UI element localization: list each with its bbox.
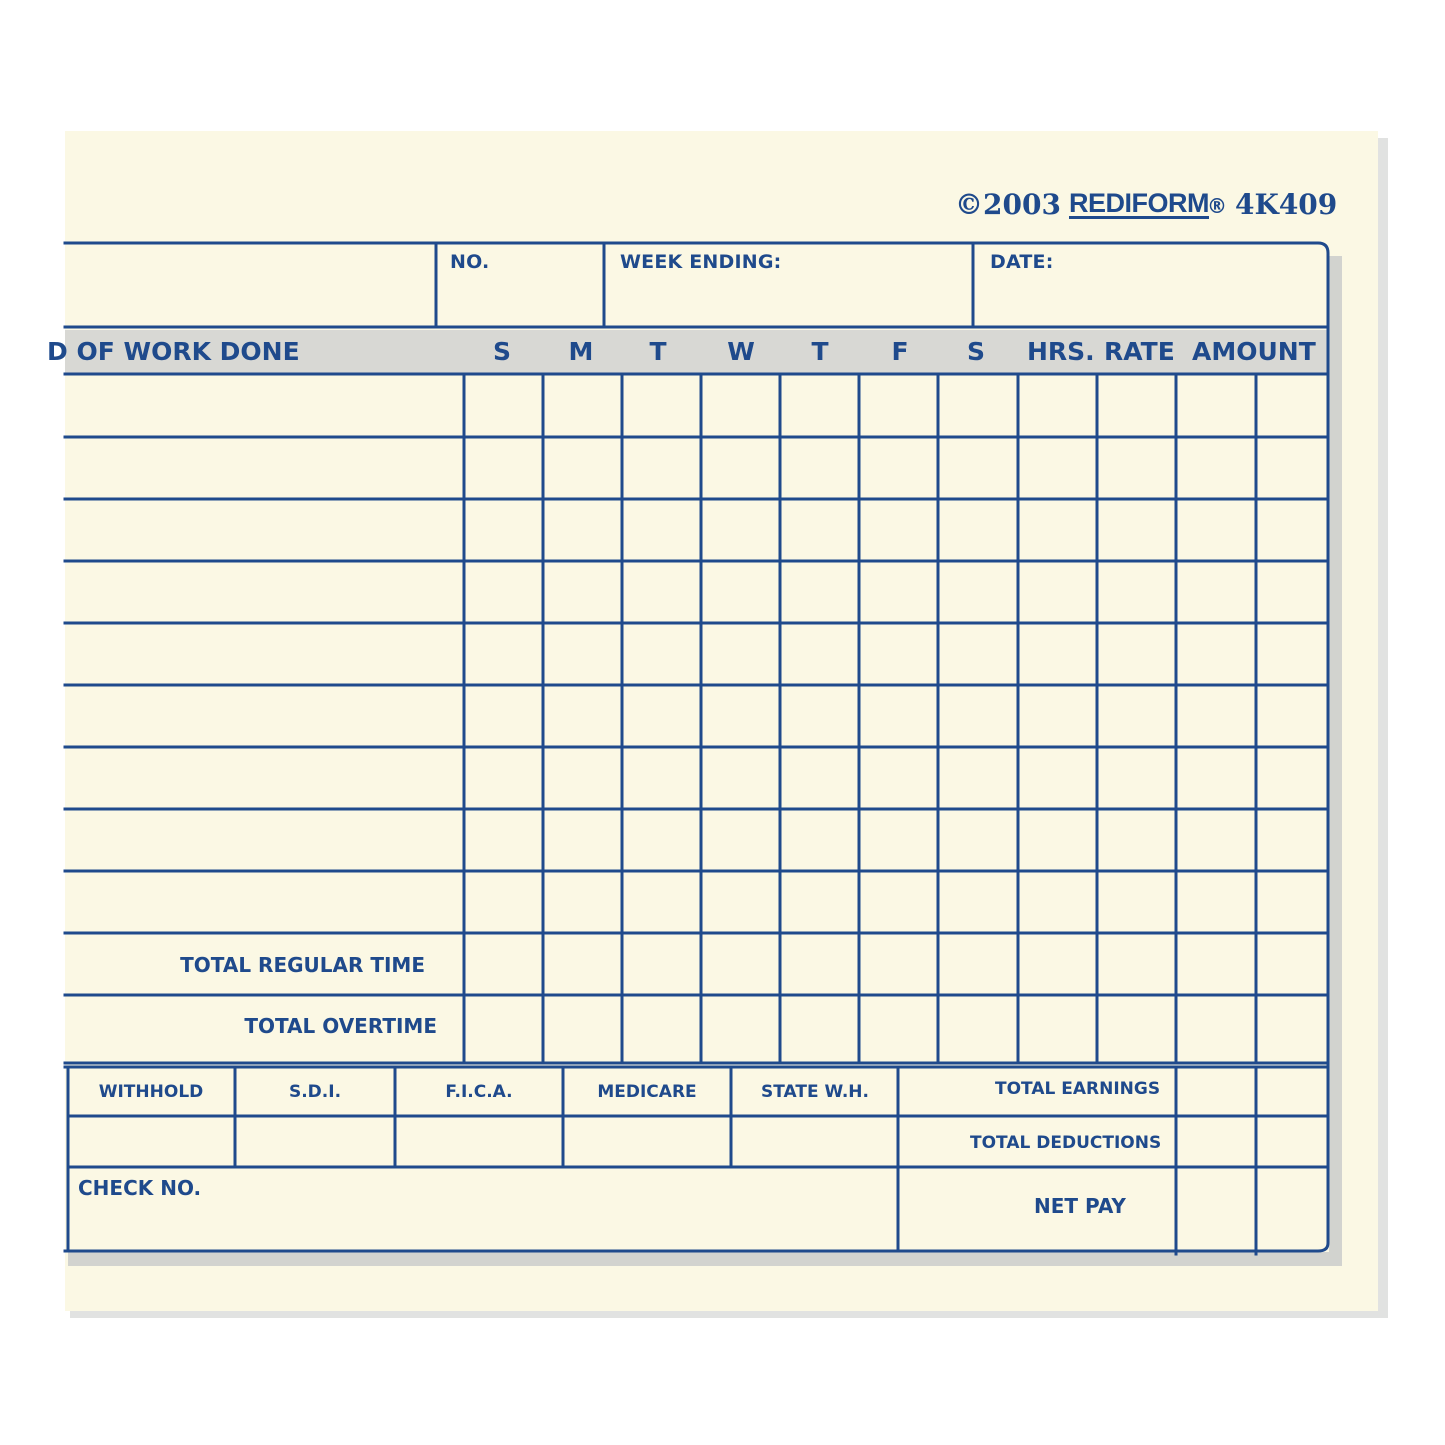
day-header-wednesday: W xyxy=(727,337,755,366)
check-no-label: CHECK NO. xyxy=(78,1176,202,1200)
total-overtime-label: TOTAL OVERTIME xyxy=(244,1014,437,1038)
no-label: NO. xyxy=(450,251,490,273)
medicare-label: MEDICARE xyxy=(597,1082,697,1102)
total-regular-time-label: TOTAL REGULAR TIME xyxy=(180,953,425,977)
total-deductions-label: TOTAL DEDUCTIONS xyxy=(970,1133,1162,1153)
day-header-monday: M xyxy=(568,337,594,366)
sdi-label: S.D.I. xyxy=(288,1082,342,1102)
week-ending-label: WEEK ENDING: xyxy=(620,251,782,273)
hours-header: HRS. xyxy=(1027,337,1095,366)
registered-mark: ® xyxy=(1207,194,1227,218)
rate-header: RATE xyxy=(1104,337,1175,366)
fica-label: F.I.C.A. xyxy=(445,1082,513,1102)
day-header-friday: F xyxy=(891,337,909,366)
day-header-tuesday: T xyxy=(649,337,667,366)
form-number: 4K409 xyxy=(1235,188,1338,221)
withhold-label: WITHHOLD xyxy=(98,1082,204,1102)
amount-header: AMOUNT xyxy=(1192,337,1316,366)
kind-of-work-header: D OF WORK DONE xyxy=(47,337,300,366)
day-header-saturday: S xyxy=(966,337,985,366)
copyright-year: ©2003 xyxy=(955,188,1061,221)
total-earnings-label: TOTAL EARNINGS xyxy=(995,1079,1161,1099)
date-label: DATE: xyxy=(990,251,1054,273)
day-header-sunday: S xyxy=(492,337,511,366)
net-pay-label: NET PAY xyxy=(1034,1194,1126,1218)
day-header-thursday: T xyxy=(811,337,829,366)
state-wh-label: STATE W.H. xyxy=(761,1082,869,1102)
rediform-logo: REDIFORM xyxy=(1069,188,1209,218)
